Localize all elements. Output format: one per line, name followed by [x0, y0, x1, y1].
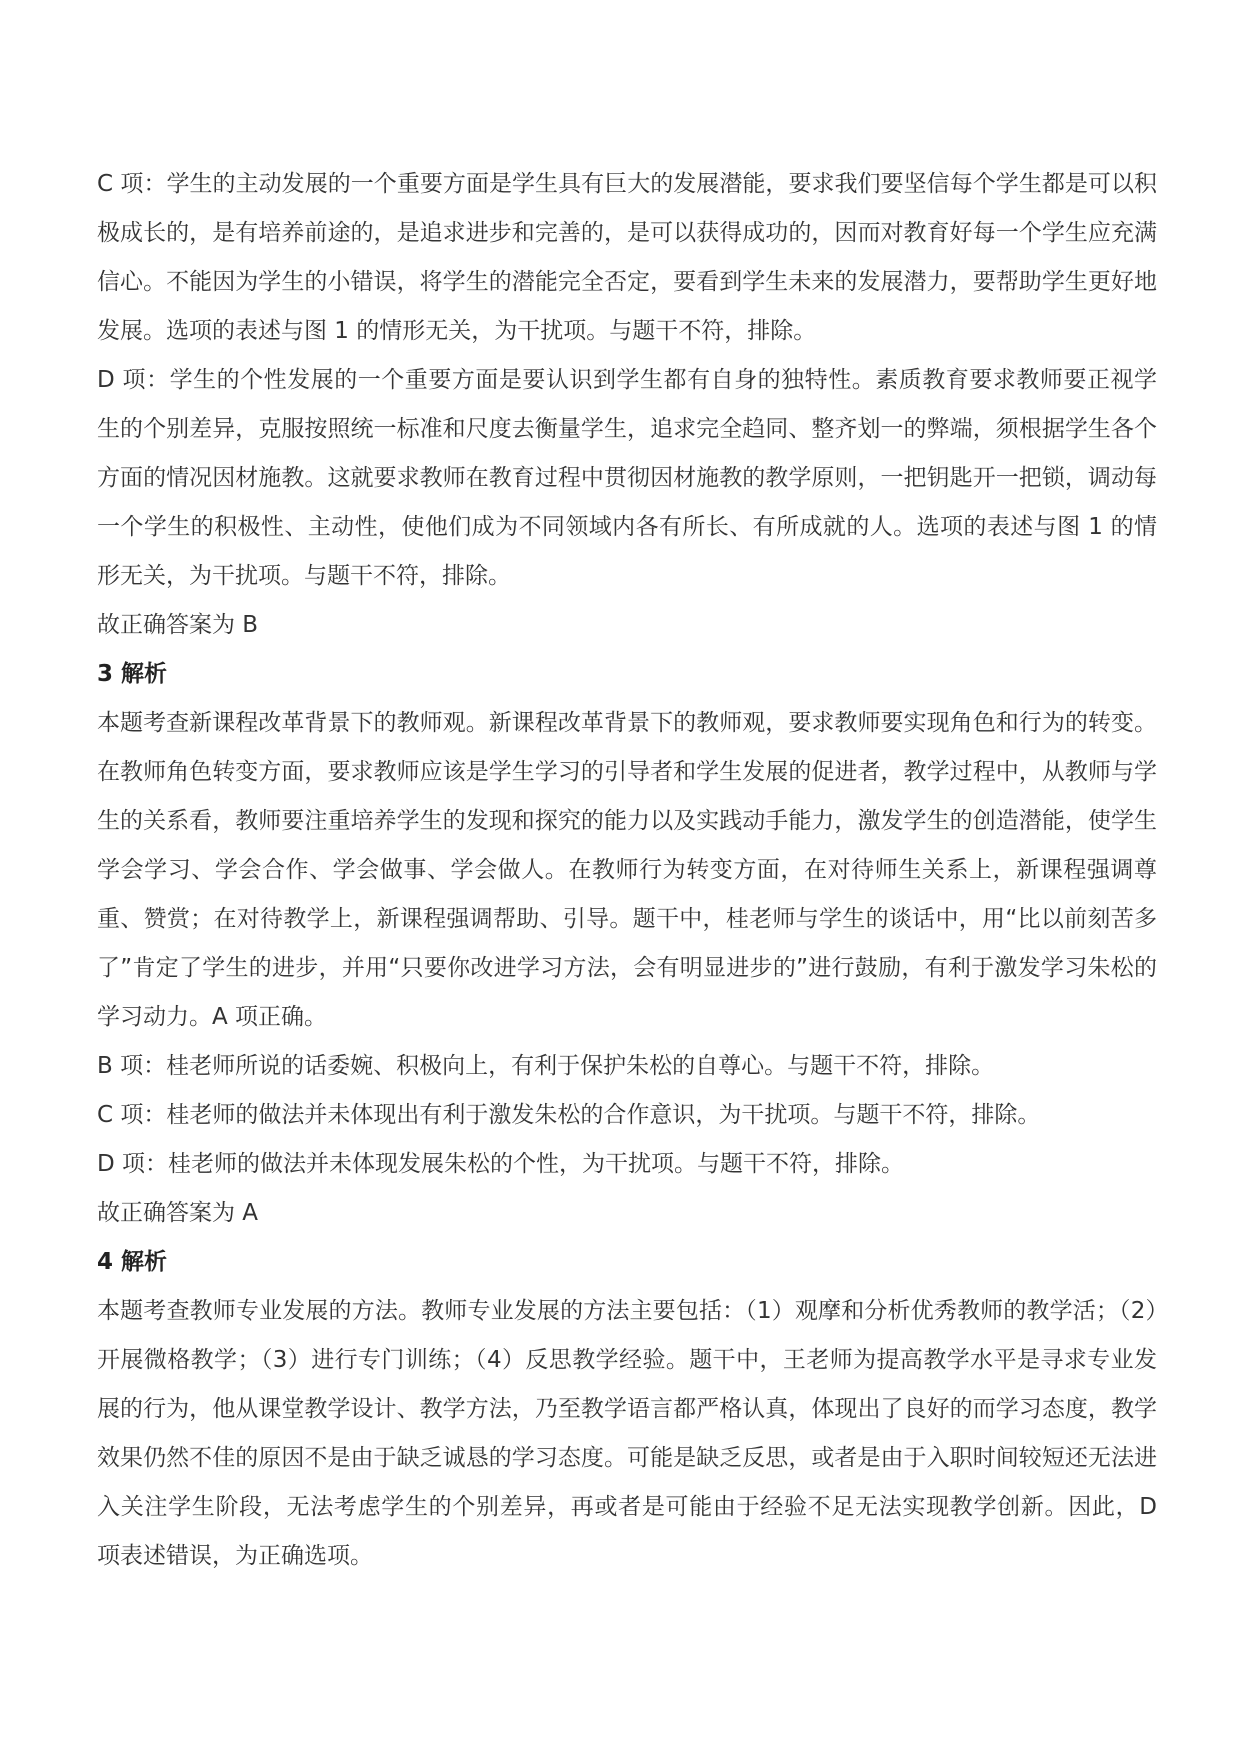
heading-question-4-analysis: 4 解析: [97, 1249, 168, 1275]
paragraph-question-3-body: 本题考查新课程改革背景下的教师观。新课程改革背景下的教师观，要求教师要实现角色和行为的转变。在教师角色转变方面，要求教师应该是学生学习的引导者和学生发展的促进者，教学过程中，从教师与学生的关系看，教师要注重培养学生的发现和探究的能力以及实践动手能力，激发学生的创造潜能，使学生学会学习、学会合作、学会做事、学会做人。在教师行为转变方面，在对待师生关系上，新课程强调尊重、赞赏；在对待教学上，新课程强调帮助、引导。题干中，桂老师与学生的谈话中，用“比以前刻苦多了”肯定了学生的进步，并用“只要你改进学习方法，会有明显进步的”进行鼓励，有利于激发学习朱松的学习动力。A 项正确。: [97, 710, 1157, 1030]
paragraph-answer-a: 故正确答案为 A: [97, 1200, 259, 1226]
paragraph-q3-option-b: B 项：桂老师所说的话委婉、积极向上，有利于保护朱松的自尊心。与题干不符，排除。: [97, 1053, 995, 1079]
paragraph-q3-option-d: D 项：桂老师的做法并未体现发展朱松的个性，为干扰项。与题干不符，排除。: [97, 1151, 905, 1177]
paragraph-q3-option-c: C 项：桂老师的做法并未体现出有利于激发朱松的合作意识，为干扰项。与题干不符，排除。: [97, 1102, 1041, 1128]
document-page: [97, 160, 1157, 1581]
heading-question-3-analysis: 3 解析: [97, 661, 168, 687]
paragraph-option-c-explanation: C 项：学生的主动发展的一个重要方面是学生具有巨大的发展潜能，要求我们要坚信每个学生都是可以积极成长的，是有培养前途的，是追求进步和完善的，是可以获得成功的，因而对教育好每一个学生应充满信心。不能因为学生的小错误，将学生的潜能完全否定，要看到学生未来的发展潜力，要帮助学生更好地发展。选项的表述与图 1 的情形无关，为干扰项。与题干不符，排除。: [97, 171, 1157, 344]
paragraph-option-d-explanation: D 项：学生的个性发展的一个重要方面是要认识到学生都有自身的独特性。素质教育要求教师要正视学生的个别差异，克服按照统一标准和尺度去衡量学生，追求完全趋同、整齐划一的弊端，须根据学生各个方面的情况因材施教。这就要求教师在教育过程中贯彻因材施教的教学原则，一把钥匙开一把锁，调动每一个学生的积极性、主动性，使他们成为不同领域内各有所长、有所成就的人。选项的表述与图 1 的情形无关，为干扰项。与题干不符，排除。: [97, 367, 1157, 589]
paragraph-answer-b: 故正确答案为 B: [97, 612, 259, 638]
paragraph-question-4-body: 本题考查教师专业发展的方法。教师专业发展的方法主要包括：（1）观摩和分析优秀教师的教学活；（2）开展微格教学；（3）进行专门训练；（4）反思教学经验。题干中，王老师为提高教学水平是寻求专业发展的行为，他从课堂教学设计、教学方法，乃至教学语言都严格认真，体现出了良好的而学习态度，教学效果仍然不佳的原因不是由于缺乏诚恳的学习态度。可能是缺乏反思，或者是由于入职时间较短还无法进入关注学生阶段，无法考虑学生的个别差异，再或者是可能由于经验不足无法实现教学创新。因此，D 项表述错误，为正确选项。: [97, 1298, 1157, 1569]
